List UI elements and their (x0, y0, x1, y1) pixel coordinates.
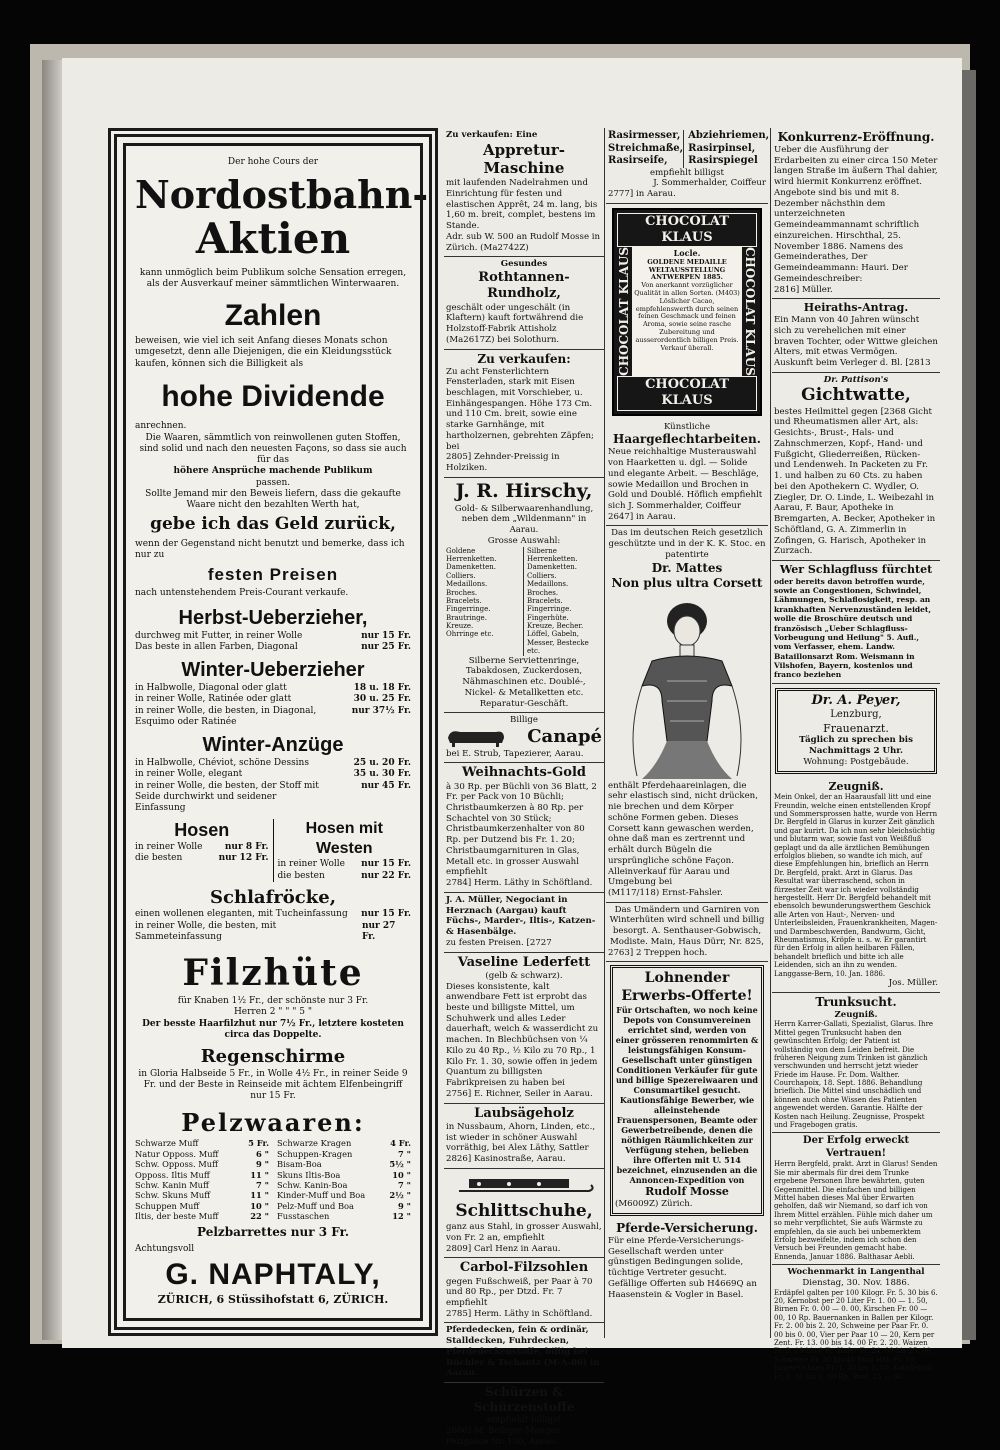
ad-zeugniss (772, 778, 940, 993)
choc-top: CHOCOLAT KLAUS (617, 213, 757, 248)
price-value: 18 u. 18 Fr. (353, 683, 411, 694)
ad-haargeflecht (606, 420, 768, 527)
pelz-row (277, 1201, 411, 1211)
ad-foot: Jos. Müller. (888, 977, 938, 988)
choc-side-right: CHOCOLAT KLAUS (743, 247, 757, 377)
pelz-item: Schw. Kanin Muff (135, 1179, 209, 1190)
ad-place: Lenzburg, (830, 709, 882, 721)
ad-erfolg (772, 1133, 940, 1265)
pelz-row (277, 1180, 411, 1190)
schlaf-prices (135, 909, 411, 943)
pelz-row (135, 1170, 269, 1180)
ad-title: Schlittschuhe, (455, 1200, 593, 1221)
ad-sub: (gelb & schwarz). (485, 970, 563, 981)
ad-head: Der Erfolg erweckt Vertrauen! (802, 1135, 910, 1159)
list-item: Damenketten. (527, 563, 577, 572)
price-value: nur 45 Fr. (361, 780, 411, 791)
ad-hirschy (444, 478, 604, 713)
list-item: Abziehriemen, (688, 130, 770, 141)
ad-foot: 2805] Zehnder-Preissig in Holziken. (446, 452, 560, 474)
filz-line-1: für Knaben 1½ Fr., der schönste nur 3 Fr. (177, 996, 369, 1007)
pelz-row (277, 1211, 411, 1221)
ad-chocolat-klaus (612, 208, 762, 416)
ad-foot: (Ma2617Z) bei Solothurn. (446, 334, 560, 345)
pelz-price: 22 " (250, 1211, 269, 1221)
ad-schlagfluss (772, 561, 940, 684)
ad-title: Lohnender Erwerbs-Offerte! (621, 970, 753, 1004)
ad-text: Pferdedecken, fein & ordinär, Stalldecken, Fuhrdecken, Pferdedeckenstoffe, billig bei Büchler & Tschantz (M-A-80) in Aarau. (446, 1325, 600, 1379)
ad-schlittschuhe (444, 1169, 604, 1258)
pelz-item: Opposs. Iltis Muff (135, 1169, 210, 1180)
ad-title: Laubsägeholz (474, 1105, 574, 1121)
pelz-row (277, 1138, 411, 1148)
column-rule (604, 128, 605, 1338)
filz-line-2: Herren 2 " " " 5 " (233, 1007, 313, 1018)
filz-line-3: Der besste Haarfilzhut nur 7½ Fr., letztere kosteten circa das Doppelte. (142, 1018, 404, 1040)
hosen-heading: Hosen (174, 820, 230, 841)
ad-title: Heiraths-Antrag. (803, 301, 909, 315)
list-item: Ohrringe etc. (446, 630, 494, 639)
pelz-item: Bisam-Boa (277, 1159, 322, 1170)
pelz-price: 4 Fr. (390, 1138, 411, 1149)
list-item: Löffel, Gabeln, Messer, Bestecke etc. (527, 630, 589, 656)
list-item: Broches. (527, 588, 559, 597)
hosen-block (135, 819, 411, 882)
price-value: 30 u. 25 Fr. (353, 694, 411, 705)
pelz-item: Schwarze Kragen (277, 1138, 352, 1149)
ad-foot: 2784] Herm. Läthy in Schöftland. (446, 878, 593, 889)
pelz-item: Schw. Opposs. Muff (135, 1159, 219, 1170)
ad-date: Dienstag, 30. Nov. 1886. (802, 1277, 910, 1288)
pelz-price: 2½ " (389, 1190, 411, 1201)
ad-text: Dieses konsistente, kalt anwendbare Fett ist erprobt das beste und billigste Mittel, um Schuhwerk und alles Leder dauerhaft, weich & wasserdicht zu machen. In Blechbüchsen von ¼ Kilo zu 40 Rp., ½ Kilo zu 70 Rp., 1 Kilo Fr. 1. 30, sowie offen in jedem Quantum zu billigsten Fabrikpreisen zu haben bei (446, 981, 599, 1089)
list-item: Rasirseife, (608, 155, 668, 166)
ad-title-nordostbahn: Nordostbahn- (135, 172, 429, 218)
choc-bottom: CHOCOLAT KLAUS (617, 376, 757, 411)
choc-text: Von anerkannt vorzüglicher Qualität in allen Sorten. (M403) Löslicher Cacao, empfehlenswerth durch seinen feinen Geschmack und feinen Aroma, sowie seine rasche Zubereitung und ausserordentlich billigen Preis. Verkauf überall. (634, 281, 740, 352)
ad-foot: bei E. Strub, Tapezierer, Aarau. (446, 748, 584, 759)
ad-foot: 2785] Herm. Läthy in Schöftland. (446, 1308, 593, 1319)
ad-head: Dr. Pattison's (823, 374, 889, 385)
ad-title: J. R. Hirschy, (455, 479, 593, 502)
ad-head: Gesundes (500, 259, 548, 270)
ad-head: Künstliche (663, 421, 711, 432)
list-item: Fingerringe. (527, 605, 572, 614)
ad-text: Mein Onkel, der an Haarausfall litt und eine Freundin, welche einen entstellenden Kropf und Sommersprossen hatte, wurde von Herrn Dr. Bergfeld in Glarus in kurzer Zeit gänzlich und gar kurirt. Da ich nun sehr bleichsüchtig und blutarm war, sowie fast von Weißfluß geplagt und da alle ärztlichen Bemühungen erfolglos blieben, so wandte ich mich, auf diese Empfehlungen hin, brieflich an Herrn Dr. Bergfeld, prakt. Arzt in Glarus. Das Resultat war überraschend, schon in fürzester Zeit war ich wieder vollständig hergestellt. Herr Dr. Bergfeld behandelt mit ebensolch bewunderungswerthem Geschick alle Arten von Haut-, Nerven- und Unterleibsleiden, Frauenkrankheiten, Magen- und Darmbeschwerden, Bandwurm, Gicht, Rheumatismus, Kröpfe u. s. w. Er garantirt für den Erfolg in allen heilbaren Fällen, behandelt brieflich und bitte ich alle Leidenden, sich an ihn zu wenden. Langgasse-Bern, 10. Jan. 1886. (774, 793, 938, 978)
column-3 (606, 128, 768, 1340)
pelz-item: Schuppen-Kragen (277, 1148, 353, 1159)
price-label: die besten (135, 853, 183, 864)
zahlen-text: beweisen, wie viel ich seit Anfang dieses Monats schon umgesetzt, denn alle Diejenigen, die ein Kleidungsstück kaufen, können sich die Billigkeit als (135, 336, 392, 369)
ad-head: Zeugniß. (834, 1009, 878, 1020)
pelz-price: 12 " (392, 1211, 411, 1221)
pelz-price: 6 " (256, 1148, 269, 1159)
ad-title: Konkurrenz-Eröffnung. (777, 130, 935, 144)
ad-text: J. A. Müller, Negociant in Herznach (Aargau) kauft Füchs-, Marder-, Iltis-, Katzen- & Hasenbälge. (446, 894, 596, 938)
price-label: in reiner Wolle (277, 859, 345, 870)
ad-text: mit laufenden Nadelrahmen und Einrichtung für festen und elastischen Apprêt, 24 m. lang, bis 1,60 m. breit, complet, bestens im Stande. (446, 178, 598, 232)
price-value: nur 8 Fr. (224, 841, 269, 852)
achtungsvoll: Achtungsvoll (135, 1244, 195, 1255)
ad-foot: zu festen Preisen. [2727 (446, 937, 552, 948)
list-item: Kreuze, Becher. (527, 622, 584, 631)
top-line: Der hohe Cours der (227, 157, 319, 167)
price-label: in reiner Wolle, die besten, in Diagonal, Esquimo oder Ratinée (135, 705, 317, 727)
ad-weihnachts-gold (444, 763, 604, 893)
pelz-item: Schuppen Muff (135, 1200, 200, 1211)
ad-foot: (M117/118) Ernst-Fahsler. (608, 887, 723, 898)
list-item: Medaillons. (527, 580, 569, 589)
ad-title: Trunksucht. (815, 994, 897, 1009)
waaren-text: Die Waaren, sämmtlich von reinwollenen guten Stoffen, sind solid und nach den neuesten Façons, so dass sie auch für das (139, 432, 407, 466)
pelz-row (277, 1190, 411, 1200)
ad-pferde-versicherung (606, 1219, 768, 1303)
ad-text: enthält Pferdehaareinlagen, die sehr elastisch sind, nicht drücken, nie brechen und dem Körper schöne Formen geben. Dieses Corsett kann gewaschen werden, ohne daß man es zertrennt und erhält durch Bügeln die ursprüngliche schöne Façon. Alleinverkauf für Aarau und Umgebung bei (608, 780, 758, 888)
ad-gichtwatte (772, 373, 940, 561)
pelz-item: Schw. Skuns Muff (135, 1190, 211, 1201)
price-label: in Halbwolle, Diagonal oder glatt (135, 683, 287, 694)
pelz-item: Kinder-Muff und Boa (277, 1190, 366, 1201)
ad-text: in Nussbaum, Ahorn, Linden, etc., ist wieder in schöner Auswahl vorräthig, bei Alex Läthy, Sattler 2826] Kasinostraße, Aarau. (446, 1121, 596, 1165)
publikum-text: höhere Ansprüche machende Publikum (173, 466, 373, 477)
pelz-table (135, 1138, 411, 1221)
price-value: nur 15 Fr. (361, 909, 411, 920)
list-item: Colliers. (527, 571, 557, 580)
ad-title: Vaseline Lederfett (457, 954, 591, 970)
pelz-price: 11 " (250, 1190, 269, 1201)
ad-text: empfiehlt billigst (487, 1415, 561, 1426)
choc-side-left: CHOCOLAT KLAUS (617, 247, 631, 377)
winter-prices (135, 683, 411, 728)
ad-text: Neue reichhaltige Musterauswahl von Haarketten u. dgl. — Solide und elegante Arbeit. — Beschläge, sowie Medaillon und Brochen in Gold und Doublé. Höflich empfiehlt sich J. Sommerhalder, Coiffeur (608, 447, 763, 511)
pelz-item: Fusstaschen (277, 1211, 330, 1221)
price-label: durchweg mit Futter, in reiner Wolle (135, 630, 303, 641)
ad-text: oder bereits davon betroffen wurde, sowie an Congestionen, Schwindel, Lähmungen, Schlaflosigkeit, resp. an krankhaften Nervenzuständen leidet, wolle die Broschüre deutsch und französisch „Ueber Schlagfluss-Vorbeugung und Heilung" 5. Aufl., vom Verfasser, ehem. Landw. Bataillonsarzt Rom. Weismann in Vilshofen, Bayern, kostenlos und franco beziehen (774, 576, 932, 680)
pelz-item: Schw. Kanin-Boa (277, 1179, 348, 1190)
pelz-row (135, 1159, 269, 1169)
ad-text: Täglich zu sprechen bis Nachmittags 2 Uhr. (799, 735, 913, 757)
ad-title: Canapé (527, 726, 602, 748)
pelz-row (135, 1180, 269, 1190)
pelz-item: Pelz-Muff und Boa (277, 1200, 354, 1211)
geld-heading: gebe ich das Geld zurück, (150, 514, 396, 535)
pelz-price: 5 Fr. (248, 1138, 269, 1149)
ad-pferdedecken (444, 1323, 604, 1383)
ad-trunksucht (772, 993, 940, 1134)
ad-text: ganz aus Stahl, in grosser Auswahl, von Fr. 2 an, empfiehlt (446, 1222, 602, 1243)
price-label: in reiner Wolle, die besten, der Stoff mit Seide durchwirkt und seidener Einfassung (135, 780, 319, 814)
pelz-row (277, 1170, 411, 1180)
ad-head: Zu verkaufen: Eine (446, 130, 538, 140)
pelz-price: 10 " (250, 1200, 269, 1211)
price-value: nur 37½ Fr. (351, 705, 411, 716)
price-value: nur 22 Fr. (361, 870, 411, 881)
corset-lady-illustration (612, 591, 762, 781)
pelz-item: Skuns Iltis-Boa (277, 1169, 341, 1180)
list-item: Rasirmesser, (608, 130, 681, 141)
ad-foot: 2816] Müller. (774, 284, 833, 295)
ad-text: Herrn Bergfeld, prakt. Arzt in Glarus! Senden Sie mir abermals für drei dem Trunke ergebene Personen Ihre bewährten, guten Gegenmittel. Die einfachen und billigen Mittel haben dieses Mal über Erwarten geholfen, daß wir Niemand, so darf ich von Ihrem Mittel erzählen. Fühle mich daher um so mehr verpflichtet, Sie aufs Wärmste zu empfehlen, da sie auch bei unbemerktem Erfolg bezweifelte, indem ich schon den Versuch bei Freunden gemacht habe. Ennenda, Januar 1886. Balthasar Aebli. (774, 1160, 938, 1261)
ad-foot: Silberne Serviettenringe, Tabakdosen, Zuckerdosen, Nähmaschinen etc. Doublé-, Nickel- & Metallketten etc. Reparatur-Geschäft. (462, 655, 586, 709)
ad-verkaufen (444, 350, 604, 478)
ad-text: Das im deutschen Reich gesetzlich geschützte und in der K. K. Stoc. en patentirte (608, 528, 766, 560)
price-value: nur 15 Fr. (361, 630, 411, 641)
ad-firm: Rudolf Mosse (645, 1185, 729, 1199)
choc-locle: Locle. (673, 248, 701, 259)
pelz-row (135, 1211, 269, 1221)
ad-title: Wochenmarkt in Langenthal (787, 1267, 925, 1278)
ad-title: Pferde-Versicherung. (616, 1220, 758, 1235)
column-rule (770, 128, 771, 1338)
list-item: Broches. (446, 588, 478, 597)
barrettes-line: Pelzbarrettes nur 3 Fr. (197, 1225, 349, 1240)
pelz-row (135, 1138, 269, 1148)
ad-rasirmesser (606, 128, 768, 204)
schlafroecke-heading: Schlafröcke, (210, 886, 336, 908)
ad-foot: (M6009Z) Zürich. (615, 1199, 693, 1210)
ad-name: Dr. Mattes (651, 560, 723, 575)
ad-title: Carbol-Filzsohlen (459, 1260, 589, 1276)
ad-title: Rothtannen-Rundholz, (478, 270, 570, 302)
pelz-row (135, 1190, 269, 1200)
ad-name: Dr. A. Peyer, (811, 692, 901, 708)
ad-title: Wer Schlagfluss fürchtet (779, 562, 933, 576)
choc-medal: GOLDENE MEDAILLE WELTAUSSTELLUNG ANTWERPEN 1885. (647, 257, 727, 282)
pelz-heading: Pelzwaaren: (181, 1108, 365, 1138)
list-item: Goldene Herrenketten. (446, 546, 497, 563)
ad-winterhuete (606, 903, 768, 963)
ad-foot: 2606] M. Bolliger-Manger, Pelzgasse Nr. 130, Aarau. (446, 1425, 562, 1447)
ad-canape (444, 713, 604, 763)
price-label: die besten (277, 870, 325, 881)
ad-konkurrenz (772, 128, 940, 299)
ad-text: Für Ortschaften, wo noch keine Depots von Consumvereinen errichtet sind, werden von einer grösseren renommirten & leistungsfähigen Konsum-Gesellschaft unter günstigen Conditionen Verkäufer für gute und billige Spezereiwaaren und Consumartikel gesucht. Kautionsfähige Bewerber, wie alleinstehende Frauenspersonen, Beamte oder Gewerbetreibende, denen die nöthigen Räumlichkeiten zur Verfügung stehen, belieben ihre Offerten mit U. 514 bezeichnet, einzusenden an die Annoncen-Expedition von (615, 1005, 759, 1186)
intro-text: kann unmöglich beim Publikum solche Sensation erregen, als der Ausverkauf meiner sämmtlichen Winterwaaren. (139, 268, 407, 290)
ad-rundholz (444, 257, 604, 349)
ad-schuerzen (444, 1383, 604, 1450)
ad-title: Gichtwatte, (801, 385, 911, 406)
ad-text: geschält oder ungeschält (in Klaftern) kauft fortwährend die Holzstoff-Fabrik Attisholz (446, 302, 584, 335)
column-2 (444, 128, 604, 1447)
firm-name: G. NAPHTALY, (165, 1257, 381, 1291)
list-item: Bracelets. (446, 596, 482, 605)
list-item: Rasirpinsel, (688, 142, 756, 154)
list-item: Damenketten. (446, 563, 496, 572)
ad-title: Haargeflechtarbeiten. (613, 432, 761, 447)
list-item: Colliers. (446, 571, 476, 580)
price-value: nur 12 Fr. (218, 853, 269, 864)
regen-text: in Gloria Halbseide 5 Fr., in Wolle 4½ Fr., in reiner Seide 9 Fr. und der Beste in Reinseide mit ächtem Elfenbeingriff nur 15 Fr. (138, 1068, 408, 1102)
ad-title: Non plus ultra Corsett (611, 575, 763, 590)
ad-foot: 2809] Carl Henz in Aarau. (446, 1243, 561, 1254)
pelz-row (135, 1201, 269, 1211)
ad-appretur (444, 128, 604, 257)
anrechnen-text: anrechnen. (135, 421, 187, 432)
ad-sub: Gold- & Silberwaarenhandlung, neben dem „Wildenmann" in Aarau. (454, 503, 594, 536)
ad-text: Zu acht Fensterlichtern Fensterladen, stark mit Eisen beschlagen, mit Vorschieber, u. Einhängespangen. Höhe 173 Cm. und 110 Cm. breit, sowie eine starke Garnhänge, mit hartholzernen, gebrehten Zäpfen; bei (446, 366, 594, 452)
ad-erwerbs-offerte (610, 965, 764, 1215)
ad-filzsohlen (444, 1258, 604, 1323)
price-label: einen wollenen eleganten, mit Tucheinfassung (135, 909, 348, 920)
pelz-row (277, 1149, 411, 1159)
price-label: in reiner Wolle, die besten, mit Sammeteinfassung (135, 920, 277, 942)
filzhuete-heading: Filzhüte (182, 952, 364, 995)
page-gutter-shadow (42, 60, 64, 1340)
skate-icon (449, 1173, 599, 1199)
sofa-icon (446, 726, 506, 748)
column-4 (772, 128, 940, 1381)
herbst-prices (135, 631, 411, 654)
pelz-row (277, 1159, 411, 1169)
price-label: Das beste in allen Farben, Diagonal (135, 641, 298, 652)
ad-foot: 2647] in Aarau. (608, 511, 676, 522)
ad-title: Schürzen & Schürzenstoffe (473, 1385, 575, 1415)
list-item: Rasirspiegel (688, 155, 758, 166)
pelz-price: 9 " (398, 1200, 411, 1211)
pelz-item: Natur Opposs. Muff (135, 1148, 219, 1159)
passen-text: passen. (255, 477, 291, 488)
ad-text: gegen Fußschweiß, per Paar à 70 und 80 Rp., per Dtzd. Fr. 7 empfiehlt (446, 1276, 593, 1308)
ad-title: Zu verkaufen: (477, 351, 571, 366)
ad-title: Weihnachts-Gold (462, 765, 586, 781)
ad-text: Für eine Pferde-Versicherungs-Gesellschaft werden unter günstigen Bedingungen solide, tüchtige Vertreter gesucht. Gefällige Offerten sub H4669Q an Haasenstein & Vogler in Basel. (608, 1235, 757, 1300)
pelz-item: Schwarze Muff (135, 1138, 199, 1149)
hosen-westen-heading: Hosen mit Westen (305, 820, 383, 858)
pelz-price: 5½ " (389, 1159, 411, 1170)
dividende-heading: hohe Dividende (161, 379, 385, 413)
ad-text: Ueber die Ausführung der Erdarbeiten zu einer circa 150 Meter langen Straße im äußern Thal dahier, wird hiermit Konkurrenz eröffnet. Angebote sind bis und mit 8. Dezember nächsthin dem unterzeichneten Gemeindeammannamt schriftlich einzureichen. Hirschthal, 25. November 1886. Namens des Gemeinderathes, Der Gemeindeammann: Hauri. Der Gemeindeschreiber: (774, 145, 938, 284)
list-item: Brautringe. (446, 613, 487, 622)
list-item: Bracelets. (527, 596, 563, 605)
gegenstand-text: wenn der Gegenstand nicht benutzt und bemerke, dass ich nur zu (135, 538, 405, 560)
list-item: Fingerhüte. (527, 613, 569, 622)
ad-title: Frauenarzt. (823, 721, 889, 735)
ad-wochenmarkt (772, 1265, 940, 1384)
pelz-price: 7 " (256, 1179, 269, 1190)
ad-text: Erdäpfel galten per 100 Kilogr. Fr. 5. 30 bis 6. 20, Kernobst per 20 Liter Fr. 1. 00 — 1. 50, Birnen Fr. 0. 00 — 0. 00, Kirschen Fr. 00 — 00, 10 Rp. Bauernanken in Ballen per Kilogr. Fr. 2. 00 bis 2. 20, Schweine per Paar Fr. 0. 00 bis 0. 00, Vier per Paar 10 — 20, Kern per Zent. Fr. 13. 00 bis 14. 00 Fr. 2. 20. Waizen Fr. 2. 19 bis 0 Fr. Hafer Fr. 24. 00 bis 25. 00. Schweine Fr. 30 bis 40 Rind Hüh Fr. 10, Jinger-Ochsen Fr. 1. 30 bis 1. 80, Kalbfleisch Fr. 1. 30 bis 1. 60 Rp. Brot. 25 — 36. (774, 1288, 938, 1381)
regenschirme-heading: Regenschirme (200, 1046, 346, 1068)
ad-mueller-felle (444, 893, 604, 953)
pelz-price: 10 " (392, 1169, 411, 1180)
anzuege-prices (135, 758, 411, 814)
ad-head: Billige (510, 715, 538, 726)
price-label: in reiner Wolle, elegant (135, 769, 243, 780)
ad-title: Appretur-Maschine (482, 140, 566, 178)
price-label: in Halbwolle, Chéviot, schöne Dessins (135, 758, 309, 769)
anzuege-heading: Winter-Anzüge (202, 734, 344, 757)
ad-foot: 2777] in Aarau. (608, 188, 676, 199)
ad-text: Ein Mann von 40 Jahren wünscht sich zu verehelichen mit einer braven Tochter, oder Wittwe gleichen Alters, mit etwas Vermögen. Auskunft beim Verleger d. Bl. [2813 (774, 315, 938, 368)
pelz-price: 11 " (250, 1169, 269, 1180)
ad-text: bestes Heilmittel gegen [2368 Gicht und Rheumatismen aller Art, als: Gesichts-, Brust-, Hals- und Zahnschmerzen, Kopf-, Hand- und Fußgicht, Gliederreißen, Rücken- und Lendenweh. In Packeten zu Fr. 1. und halben zu 60 Cts. zu haben bei den Apothekern C. Wydler, O. Ziegler, Dr. O. Linde, L. Weibezahl in Aarau, F. Baur, Apotheke in Bremgarten, A. Becker, Apotheker in Schöftland, G. A. Zimmerlin in Zofingen, G. Harisch, Apotheker in Zurzach. (774, 406, 936, 557)
ad-heiraths-antrag (772, 299, 940, 372)
zahlen-heading: Zahlen (224, 298, 322, 332)
preis-courant-text: nach untenstehendem Preis-Courant verkaufe. (135, 588, 349, 599)
hirschy-lists (446, 547, 602, 656)
pelz-item: Iltis, der beste Muff (135, 1211, 219, 1221)
ad-foot: 2763] 2 Treppen hoch. (608, 947, 708, 958)
beweis-text: Sollte Jemand mir den Beweis liefern, dass die gekaufte Waare nicht den bezahlten Werth hat, (145, 488, 401, 511)
list-item: Kreuze. (446, 622, 474, 631)
pelz-price: 7 " (398, 1148, 411, 1159)
price-label: in reiner Wolle, Ratinée oder glatt (135, 694, 292, 705)
page-right-edge (962, 70, 976, 1340)
festen-preisen-heading: festen Preisen (207, 565, 339, 585)
naphtaly-advertisement (108, 128, 438, 1336)
ad-text: empfiehlt billigst (650, 167, 724, 178)
ad-vaseline (444, 953, 604, 1104)
ad-foot: Wohnung: Postgebäude. (803, 756, 909, 767)
ad-head: Grosse Auswahl: (487, 535, 561, 546)
ad-title-aktien: Aktien (195, 214, 351, 264)
price-value: 25 u. 20 Fr. (353, 758, 411, 769)
ad-foot: Adr. sub W. 500 an Rudolf Mosse in Zürich. (Ma2742Z) (446, 231, 601, 253)
price-value: nur 27 Fr. (361, 920, 396, 942)
list-item: Silberne Herrenketten. (527, 546, 578, 563)
pelz-row (135, 1149, 269, 1159)
ad-text: Herrn Karrer-Gallati, Spezialist, Glarus. Ihre Mittel gegen Trunksucht haben den gewünschten Erfolg; der Patient ist vollständig von dem Leiden befreit. Die früheren Neigung zum Trinken ist gänzlich verschwunden und herrscht jetzt wieder Friede im Hause. Fr. Dom. Walther. Courchapoix, 18. Sept. 1886. Behandlung brieflich. Die Mittel sind unschädlich und können auch ohne Wissen des Patienten angewendet werden. Garantie. Hälfte der Kosten nach Heilung. Zeugnisse, Prospekt und Fragebogen gratis. (774, 1020, 934, 1130)
ad-corsett (606, 526, 768, 902)
firm-address: ZÜRICH, 6 Stüssihofstatt 6, ZÜRICH. (157, 1293, 389, 1307)
list-item: Medaillons. (446, 580, 488, 589)
ad-text: Das Umändern und Garniren von Winterhüten wird schnell und billig besorgt. A. Senthauser-Gobwisch, Modiste. Main, Haus Dürr, Nr. 825, (609, 904, 765, 947)
ad-title: Zeugniß. (828, 779, 884, 793)
herbst-heading: Herbst-Ueberzieher, (178, 606, 368, 629)
price-value: nur 15 Fr. (361, 859, 411, 870)
price-label: in reiner Wolle (135, 841, 203, 852)
price-value: nur 25 Fr. (361, 641, 411, 652)
price-value: 35 u. 30 Fr. (353, 769, 411, 780)
ad-laubsaegeholz (444, 1104, 604, 1169)
pelz-price: 7 " (398, 1179, 411, 1190)
pelz-price: 9 " (256, 1159, 269, 1170)
list-item: Streichmaße, (608, 142, 684, 154)
ad-text: à 30 Rp. per Büchli von 36 Blatt, 2 Fr. per Pack von 10 Büchli; Christbaumkerzen à 80 Rp. per Schachtel von 30 Stück; Christbaumkerzenhalter von 80 Rp. per Dutzend bis Fr. 1. 20; Christbaumgarnituren in Glas, Metall etc. in grosser Auswahl empfiehlt (446, 781, 597, 878)
ad-name: J. Sommerhalder, Coiffeur (653, 178, 766, 189)
list-item: Fingerringe. (446, 605, 491, 614)
ad-dr-peyer (775, 688, 937, 774)
ad-foot: 2756] E. Richner, Seiler in Aarau. (446, 1088, 593, 1099)
winter-heading: Winter-Ueberzieher (181, 659, 365, 682)
